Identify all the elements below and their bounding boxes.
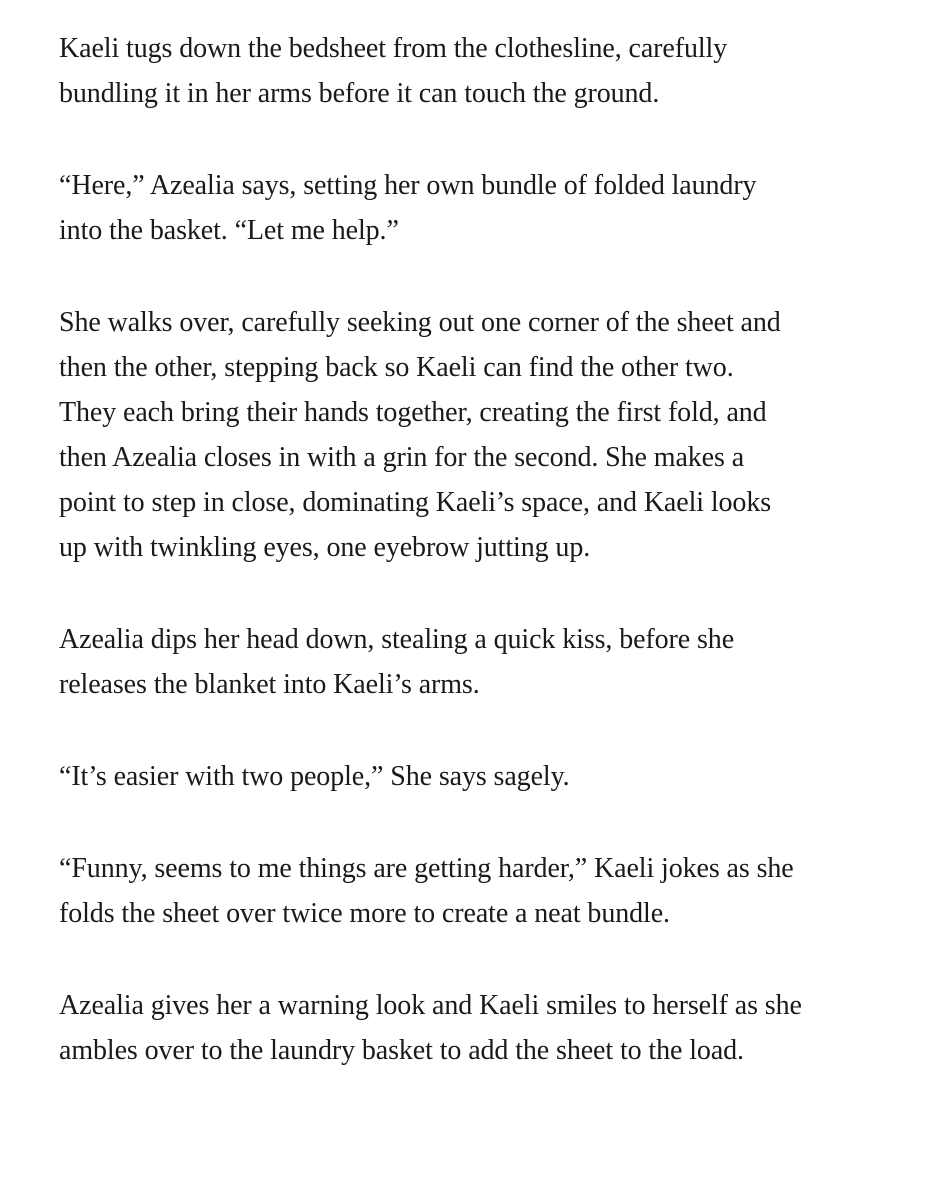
paragraph [59, 300, 879, 570]
paragraph [59, 846, 879, 936]
paragraph [59, 983, 879, 1073]
story-text [59, 26, 879, 1120]
text-line: ambles over to the laundry basket to add the sheet to the load. [59, 1035, 744, 1066]
paragraph [59, 617, 879, 707]
text-line: “Here,” Azealia says, setting her own bundle of folded laundry [59, 170, 757, 201]
paragraph [59, 26, 879, 116]
text-line: releases the blanket into Kaeli’s arms. [59, 669, 480, 700]
text-line: into the basket. “Let me help.” [59, 215, 399, 246]
text-line: bundling it in her arms before it can touch the ground. [59, 78, 660, 109]
text-line: She walks over, carefully seeking out one corner of the sheet and [59, 307, 781, 338]
text-line: Azealia gives her a warning look and Kaeli smiles to herself as she [59, 990, 802, 1021]
text-line: Azealia dips her head down, stealing a quick kiss, before she [59, 624, 735, 655]
text-line: “Funny, seems to me things are getting harder,” Kaeli jokes as she [59, 853, 794, 884]
text-line: up with twinkling eyes, one eyebrow jutting up. [59, 532, 591, 563]
text-line: “It’s easier with two people,” She says sagely. [59, 761, 570, 792]
text-line: then the other, stepping back so Kaeli can find the other two. [59, 352, 734, 383]
paragraph [59, 163, 879, 253]
paragraph [59, 754, 879, 799]
text-line: Kaeli tugs down the bedsheet from the clothesline, carefully [59, 33, 728, 64]
text-line: They each bring their hands together, creating the first fold, and [59, 397, 767, 428]
text-line: folds the sheet over twice more to create a neat bundle. [59, 898, 670, 929]
text-line: point to step in close, dominating Kaeli’s space, and Kaeli looks [59, 487, 772, 518]
text-line: then Azealia closes in with a grin for the second. She makes a [59, 442, 745, 473]
